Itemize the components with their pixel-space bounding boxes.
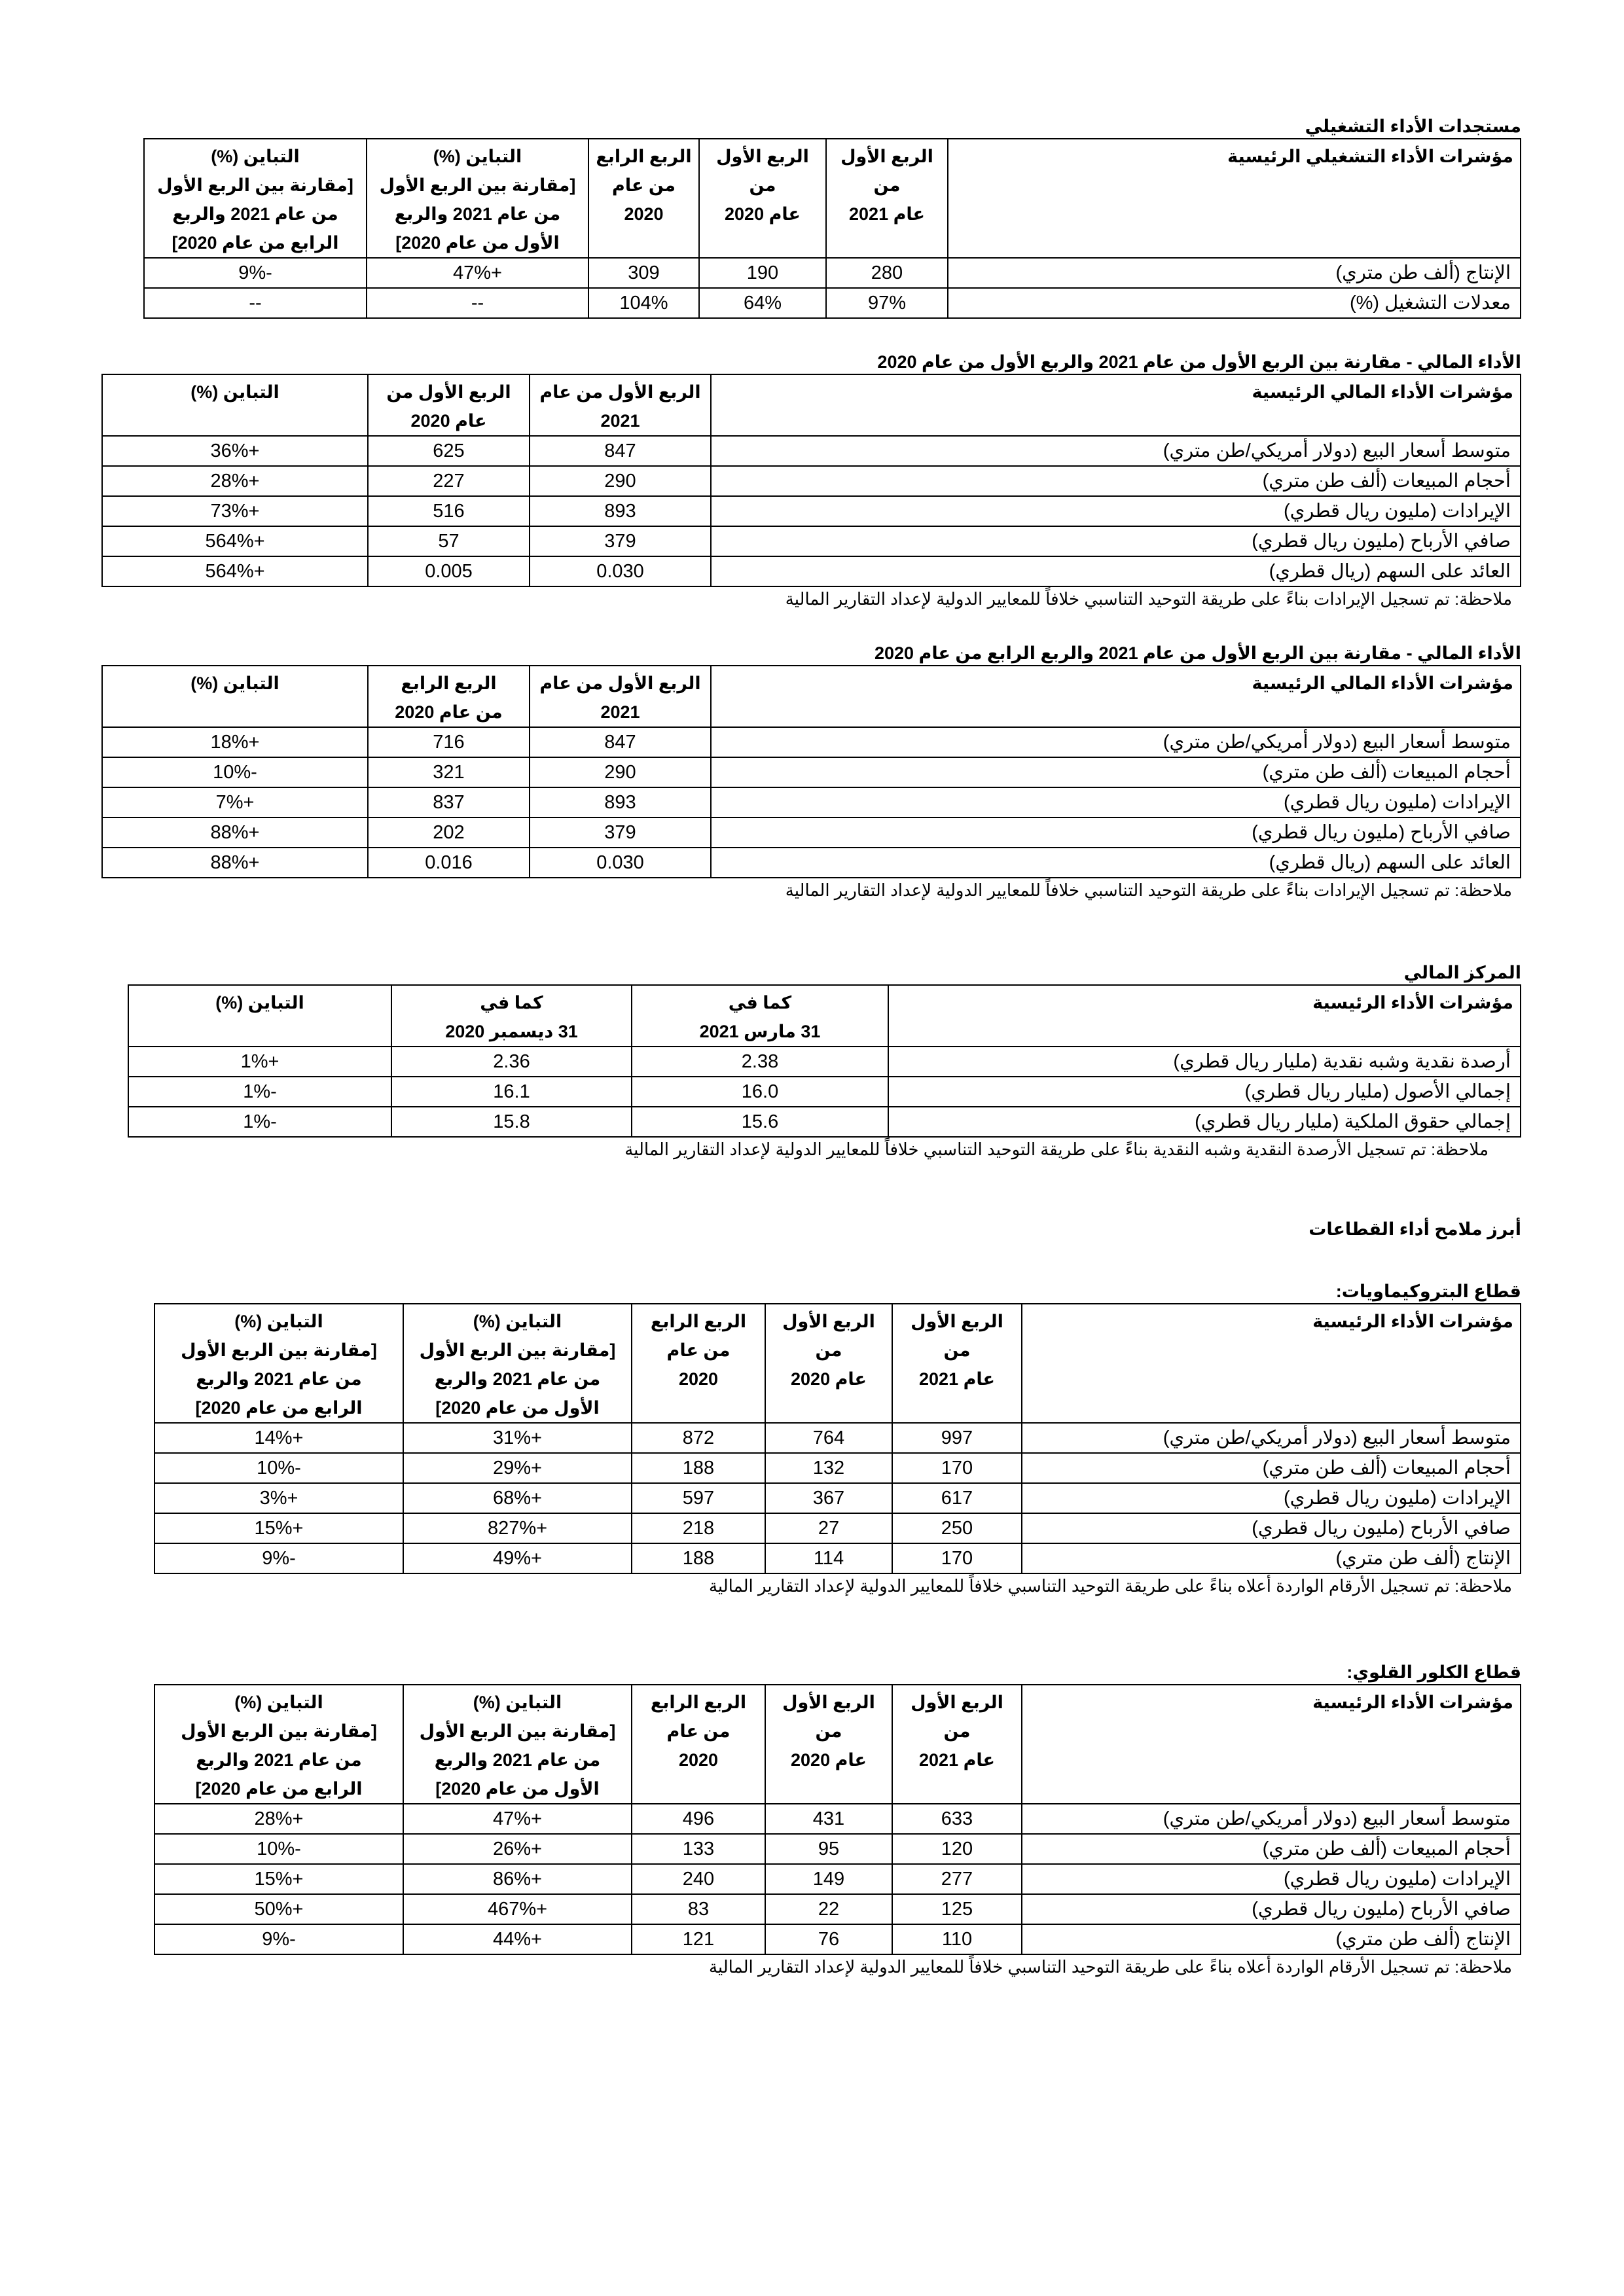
segments-heading — [103, 1217, 1521, 1241]
table-row — [102, 817, 1521, 848]
header-cell: التباين (%) [مقارنة بين الربع الأول من عام 2021 والربع الرابع من عام 2020] — [154, 1304, 403, 1423]
row-label: العائد على السهم (ريال قطري) — [711, 556, 1521, 586]
segments-title: أبرز ملامح أداء القطاعات — [1308, 1219, 1521, 1239]
cell-value: 1%- — [128, 1107, 391, 1137]
table-row — [154, 1864, 1521, 1894]
cell-value: 18%+ — [102, 727, 368, 757]
cell-value: 227 — [368, 466, 530, 496]
row-label: صافي الأرباح (مليون ريال قطري) — [711, 817, 1521, 848]
cell-value: 149 — [765, 1864, 892, 1894]
header-cell: التباين (%) — [102, 666, 368, 727]
cell-value: 36%+ — [102, 436, 368, 466]
cell-value: 9%- — [144, 258, 367, 288]
header-cell: التباين (%) [مقارنة بين الربع الأول من عام 2021 والربع الأول من عام 2020] — [403, 1685, 632, 1804]
table-row — [154, 1894, 1521, 1924]
financial-q1-note: ملاحظة: تم تسجيل الإيرادات بناءً على طريقة التوحيد التناسبي خلافاً للمعايير الدولية لإعداد التقارير المالية — [785, 589, 1512, 609]
chlor-alkali-section — [103, 1660, 1521, 1979]
row-label: أرصدة نقدية وشبه نقدية (مليار ريال قطري) — [888, 1047, 1521, 1077]
header-cell: الربع الرابع من عام 2020 — [368, 666, 530, 727]
table-row — [102, 496, 1521, 526]
header-cell: الربع الأول من عام 2020 — [368, 374, 530, 436]
cell-value: 1%+ — [128, 1047, 391, 1077]
cell-value: 3%+ — [154, 1483, 403, 1513]
cell-value: 15%+ — [154, 1513, 403, 1543]
cell-value: 1%- — [128, 1077, 391, 1107]
cell-value: 467%+ — [403, 1894, 632, 1924]
cell-value: 76 — [765, 1924, 892, 1954]
table-row — [154, 1804, 1521, 1834]
cell-value: 28%+ — [102, 466, 368, 496]
cell-value: 44%+ — [403, 1924, 632, 1954]
header-cell: الربع الأول من عام 2021 — [892, 1304, 1022, 1423]
header-cell: مؤشرات الأداء الرئيسية — [1022, 1685, 1521, 1804]
row-label: العائد على السهم (ريال قطري) — [711, 848, 1521, 878]
position-title: المركز المالي — [1403, 963, 1521, 982]
row-label: صافي الأرباح (مليون ريال قطري) — [711, 526, 1521, 556]
header-cell: الربع الرابع من عام 2020 — [588, 139, 699, 258]
header-cell: الربع الرابع من عام 2020 — [632, 1304, 765, 1423]
table-row — [154, 1453, 1521, 1483]
table-row — [102, 727, 1521, 757]
table-header-row — [102, 666, 1521, 727]
cell-value: 847 — [530, 436, 711, 466]
cell-value: 57 — [368, 526, 530, 556]
cell-value: 170 — [892, 1543, 1022, 1573]
row-label: الإيرادات (مليون ريال قطري) — [1022, 1864, 1521, 1894]
cell-value: 516 — [368, 496, 530, 526]
cell-value: 277 — [892, 1864, 1022, 1894]
cell-value: 14%+ — [154, 1423, 403, 1453]
table-row — [102, 848, 1521, 878]
cell-value: 28%+ — [154, 1804, 403, 1834]
header-cell: مؤشرات الأداء المالي الرئيسية — [711, 666, 1521, 727]
row-label: الإنتاج (ألف طن متري) — [1022, 1924, 1521, 1954]
financial-q1-title: الأداء المالي - مقارنة بين الربع الأول من عام 2021 والربع الأول من عام 2020 — [877, 352, 1521, 372]
cell-value: 16.0 — [632, 1077, 888, 1107]
cell-value: 202 — [368, 817, 530, 848]
table-row — [102, 556, 1521, 586]
cell-value: 250 — [892, 1513, 1022, 1543]
petrochemicals-title: قطاع البتروكيماويات: — [1335, 1282, 1521, 1301]
cell-value: 64% — [699, 288, 826, 318]
row-label: الإيرادات (مليون ريال قطري) — [711, 496, 1521, 526]
header-cell: الربع الأول من عام 2021 — [530, 374, 711, 436]
cell-value: 367 — [765, 1483, 892, 1513]
cell-value: 431 — [765, 1804, 892, 1834]
cell-value: 321 — [368, 757, 530, 787]
cell-value: 49%+ — [403, 1543, 632, 1573]
cell-value: 26%+ — [403, 1834, 632, 1864]
cell-value: 15%+ — [154, 1864, 403, 1894]
cell-value: 379 — [530, 526, 711, 556]
table-row — [154, 1483, 1521, 1513]
cell-value: 50%+ — [154, 1894, 403, 1924]
petrochemicals-table — [154, 1303, 1521, 1574]
row-label: متوسط أسعار البيع (دولار أمريكي/طن متري) — [1022, 1423, 1521, 1453]
cell-value: 633 — [892, 1804, 1022, 1834]
table-header-row — [154, 1304, 1521, 1423]
table-row — [154, 1834, 1521, 1864]
table-row — [128, 1047, 1521, 1077]
position-table — [128, 984, 1521, 1138]
header-cell: التباين (%) — [102, 374, 368, 436]
cell-value: 97% — [826, 288, 948, 318]
header-cell: مؤشرات الأداء الرئيسية — [888, 985, 1521, 1047]
cell-value: 290 — [530, 466, 711, 496]
table-header-row — [128, 985, 1521, 1047]
cell-value: -- — [144, 288, 367, 318]
row-label: أحجام المبيعات (ألف طن متري) — [1022, 1834, 1521, 1864]
cell-value: 893 — [530, 787, 711, 817]
cell-value: 496 — [632, 1804, 765, 1834]
header-cell: الربع الرابع من عام 2020 — [632, 1685, 765, 1804]
table-row — [102, 787, 1521, 817]
table-row — [154, 1423, 1521, 1453]
cell-value: 120 — [892, 1834, 1022, 1864]
cell-value: 15.8 — [391, 1107, 632, 1137]
cell-value: 764 — [765, 1423, 892, 1453]
cell-value: 290 — [530, 757, 711, 787]
cell-value: 827%+ — [403, 1513, 632, 1543]
table-row — [154, 1513, 1521, 1543]
cell-value: 68%+ — [403, 1483, 632, 1513]
table-header-row — [102, 374, 1521, 436]
chlor-alkali-table — [154, 1684, 1521, 1955]
cell-value: 0.030 — [530, 556, 711, 586]
header-cell: التباين (%) [مقارنة بين الربع الأول من عام 2021 والربع الأول من عام 2020] — [367, 139, 588, 258]
cell-value: 104% — [588, 288, 699, 318]
cell-value: 88%+ — [102, 848, 368, 878]
header-cell: الربع الأول من عام 2020 — [699, 139, 826, 258]
cell-value: 121 — [632, 1924, 765, 1954]
cell-value: 15.6 — [632, 1107, 888, 1137]
table-row — [144, 258, 1521, 288]
header-cell: التباين (%) [مقارنة بين الربع الأول من عام 2021 والربع الرابع من عام 2020] — [154, 1685, 403, 1804]
petrochemicals-note: ملاحظة: تم تسجيل الأرقام الواردة أعلاه بناءً على طريقة التوحيد التناسبي خلافاً للمعايير الدولية لإعداد التقارير المالية — [708, 1576, 1512, 1596]
cell-value: 73%+ — [102, 496, 368, 526]
table-row — [128, 1107, 1521, 1137]
cell-value: 10%- — [102, 757, 368, 787]
position-section — [103, 961, 1521, 1161]
cell-value: 114 — [765, 1543, 892, 1573]
cell-value: 597 — [632, 1483, 765, 1513]
operational-table — [143, 138, 1521, 319]
cell-value: 86%+ — [403, 1864, 632, 1894]
cell-value: 47%+ — [403, 1804, 632, 1834]
cell-value: 9%- — [154, 1924, 403, 1954]
table-row — [144, 288, 1521, 318]
row-label: متوسط أسعار البيع (دولار أمريكي/طن متري) — [1022, 1804, 1521, 1834]
table-row — [102, 757, 1521, 787]
cell-value: 2.36 — [391, 1047, 632, 1077]
cell-value: 847 — [530, 727, 711, 757]
row-label: أحجام المبيعات (ألف طن متري) — [1022, 1453, 1521, 1483]
row-label: أحجام المبيعات (ألف طن متري) — [711, 466, 1521, 496]
financial-q1-table — [101, 374, 1521, 587]
financial-q4-note: ملاحظة: تم تسجيل الإيرادات بناءً على طريقة التوحيد التناسبي خلافاً للمعايير الدولية لإعداد التقارير المالية — [785, 880, 1512, 900]
cell-value: 2.38 — [632, 1047, 888, 1077]
operational-title: مستجدات الأداء التشغيلي — [1305, 117, 1521, 136]
cell-value: 188 — [632, 1453, 765, 1483]
row-label: صافي الأرباح (مليون ريال قطري) — [1022, 1894, 1521, 1924]
cell-value: 379 — [530, 817, 711, 848]
cell-value: 170 — [892, 1453, 1022, 1483]
cell-value: 110 — [892, 1924, 1022, 1954]
cell-value: 125 — [892, 1894, 1022, 1924]
financial-q4-section — [103, 641, 1521, 902]
cell-value: 132 — [765, 1453, 892, 1483]
header-cell: كما في 31 مارس 2021 — [632, 985, 888, 1047]
cell-value: 240 — [632, 1864, 765, 1894]
cell-value: -- — [367, 288, 588, 318]
cell-value: 10%- — [154, 1834, 403, 1864]
row-label: معدلات التشغيل (%) — [948, 288, 1521, 318]
table-header-row — [154, 1685, 1521, 1804]
cell-value: 564%+ — [102, 526, 368, 556]
cell-value: 716 — [368, 727, 530, 757]
cell-value: 22 — [765, 1894, 892, 1924]
table-row — [154, 1924, 1521, 1954]
table-row — [128, 1077, 1521, 1107]
table-row — [102, 436, 1521, 466]
cell-value: 0.016 — [368, 848, 530, 878]
operational-section — [103, 115, 1521, 319]
table-header-row — [144, 139, 1521, 258]
header-cell: الربع الأول من عام 2020 — [765, 1685, 892, 1804]
row-label: إجمالي الأصول (مليار ريال قطري) — [888, 1077, 1521, 1107]
cell-value: 564%+ — [102, 556, 368, 586]
petrochemicals-section — [103, 1280, 1521, 1598]
cell-value: 0.030 — [530, 848, 711, 878]
cell-value: 617 — [892, 1483, 1022, 1513]
table-row — [102, 466, 1521, 496]
cell-value: 280 — [826, 258, 948, 288]
header-cell: الربع الأول من عام 2021 — [826, 139, 948, 258]
header-cell: التباين (%) [مقارنة بين الربع الأول من عام 2021 والربع الرابع من عام 2020] — [144, 139, 367, 258]
cell-value: 0.005 — [368, 556, 530, 586]
cell-value: 837 — [368, 787, 530, 817]
financial-q1-section — [103, 350, 1521, 611]
chlor-alkali-title: قطاع الكلور القلوي: — [1346, 1662, 1521, 1682]
row-label: صافي الأرباح (مليون ريال قطري) — [1022, 1513, 1521, 1543]
table-row — [154, 1543, 1521, 1573]
table-row — [102, 526, 1521, 556]
financial-q4-table — [101, 665, 1521, 878]
cell-value: 218 — [632, 1513, 765, 1543]
cell-value: 190 — [699, 258, 826, 288]
header-cell: مؤشرات الأداء الرئيسية — [1022, 1304, 1521, 1423]
row-label: إجمالي حقوق الملكية (مليار ريال قطري) — [888, 1107, 1521, 1137]
header-cell: مؤشرات الأداء المالي الرئيسية — [711, 374, 1521, 436]
row-label: الإيرادات (مليون ريال قطري) — [1022, 1483, 1521, 1513]
cell-value: 16.1 — [391, 1077, 632, 1107]
chlor-alkali-note: ملاحظة: تم تسجيل الأرقام الواردة أعلاه بناءً على طريقة التوحيد التناسبي خلافاً للمعايير الدولية لإعداد التقارير المالية — [708, 1957, 1512, 1977]
header-cell: مؤشرات الأداء التشغيلي الرئيسية — [948, 139, 1521, 258]
cell-value: 9%- — [154, 1543, 403, 1573]
row-label: الإنتاج (ألف طن متري) — [948, 258, 1521, 288]
cell-value: 83 — [632, 1894, 765, 1924]
cell-value: 133 — [632, 1834, 765, 1864]
header-cell: التباين (%) [مقارنة بين الربع الأول من عام 2021 والربع الأول من عام 2020] — [403, 1304, 632, 1423]
header-cell: الربع الأول من عام 2020 — [765, 1304, 892, 1423]
cell-value: 997 — [892, 1423, 1022, 1453]
row-label: متوسط أسعار البيع (دولار أمريكي/طن متري) — [711, 436, 1521, 466]
cell-value: 47%+ — [367, 258, 588, 288]
row-label: الإنتاج (ألف طن متري) — [1022, 1543, 1521, 1573]
cell-value: 309 — [588, 258, 699, 288]
cell-value: 88%+ — [102, 817, 368, 848]
header-cell: كما في 31 ديسمبر 2020 — [391, 985, 632, 1047]
header-cell: الربع الأول من عام 2021 — [892, 1685, 1022, 1804]
position-note: ملاحظة: تم تسجيل الأرصدة النقدية وشبه النقدية بناءً على طريقة التوحيد التناسبي خلافاً للمعايير الدولية لإعداد التقارير المالية — [624, 1139, 1489, 1159]
cell-value: 188 — [632, 1543, 765, 1573]
header-cell: الربع الأول من عام 2021 — [530, 666, 711, 727]
header-cell: التباين (%) — [128, 985, 391, 1047]
cell-value: 29%+ — [403, 1453, 632, 1483]
cell-value: 10%- — [154, 1453, 403, 1483]
cell-value: 27 — [765, 1513, 892, 1543]
financial-q4-title: الأداء المالي - مقارنة بين الربع الأول من عام 2021 والربع الرابع من عام 2020 — [874, 643, 1521, 663]
cell-value: 95 — [765, 1834, 892, 1864]
row-label: أحجام المبيعات (ألف طن متري) — [711, 757, 1521, 787]
cell-value: 872 — [632, 1423, 765, 1453]
row-label: متوسط أسعار البيع (دولار أمريكي/طن متري) — [711, 727, 1521, 757]
cell-value: 893 — [530, 496, 711, 526]
cell-value: 7%+ — [102, 787, 368, 817]
row-label: الإيرادات (مليون ريال قطري) — [711, 787, 1521, 817]
cell-value: 31%+ — [403, 1423, 632, 1453]
cell-value: 625 — [368, 436, 530, 466]
